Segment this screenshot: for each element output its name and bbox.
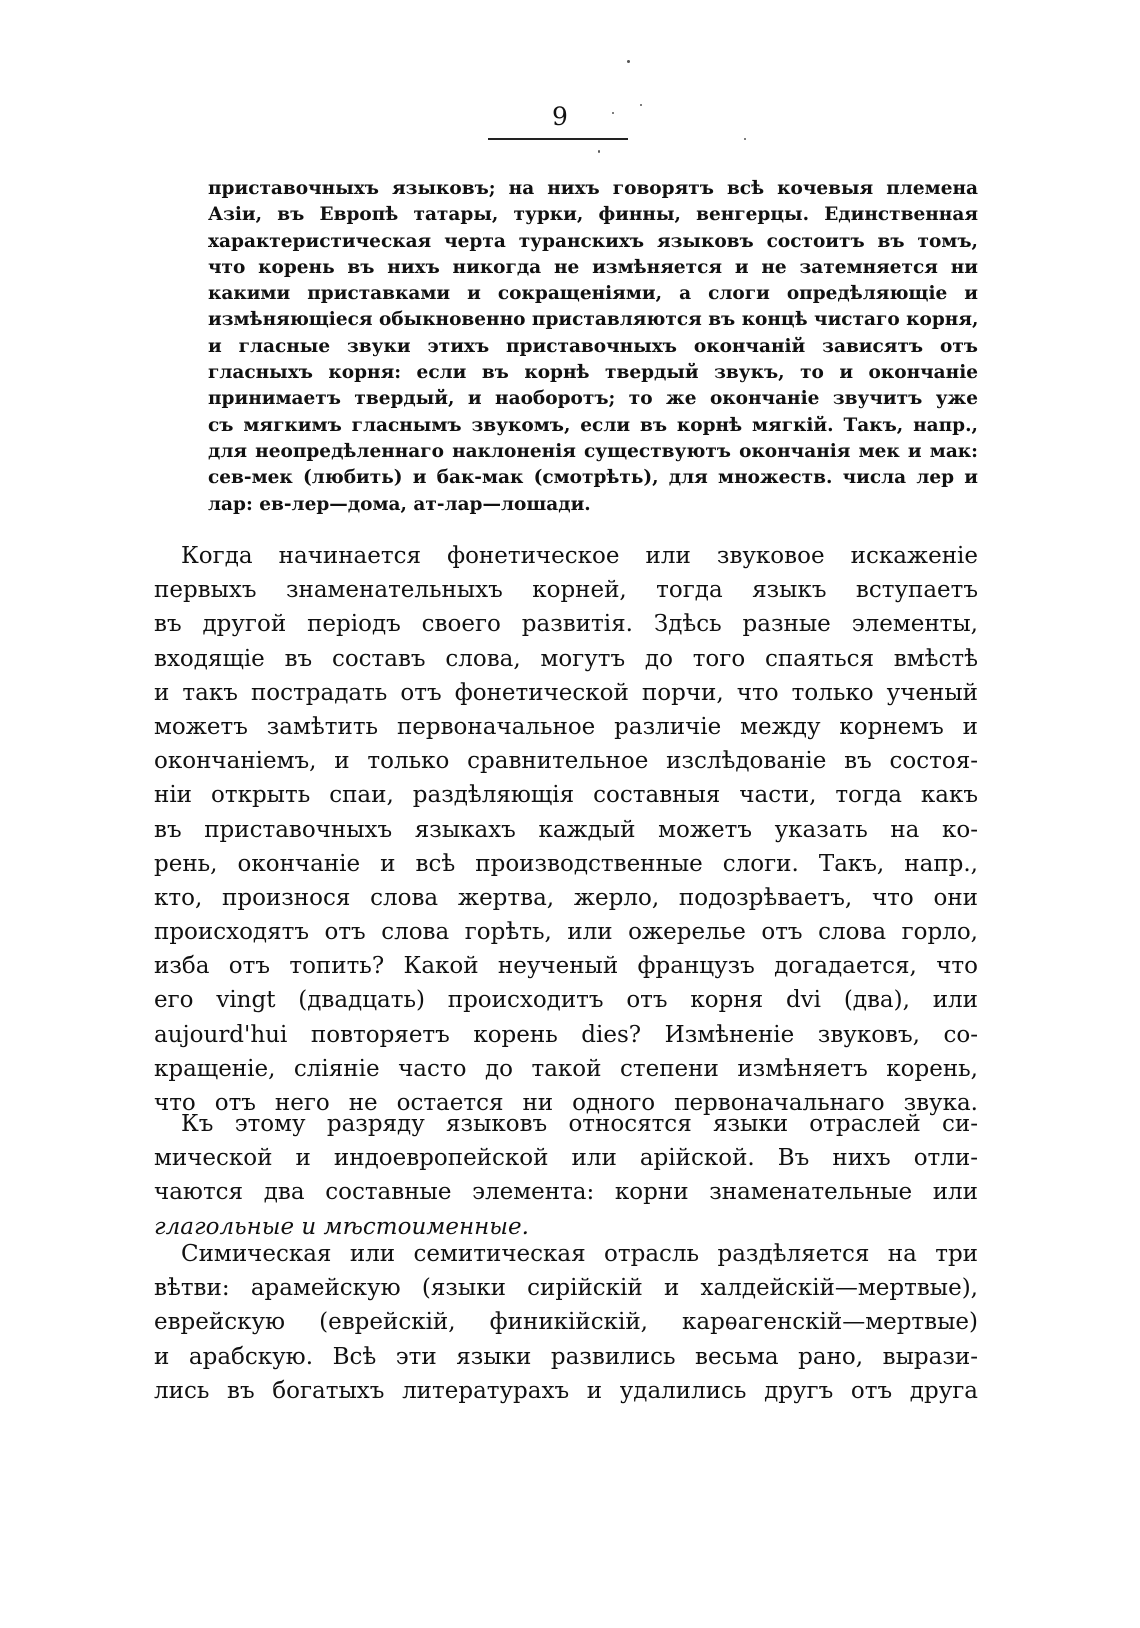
text-line: мической и индоевропейской или арійской. Въ нихъ отли- bbox=[154, 1145, 978, 1172]
text-line: лись въ богатыхъ литературахъ и удалились другъ отъ друга bbox=[154, 1377, 978, 1404]
text-line: Симическая или семитическая отрасль раздѣляется на три bbox=[181, 1241, 978, 1267]
scan-speck bbox=[598, 150, 600, 153]
text-line: съ мягкимъ гласнымъ звукомъ, если въ корнѣ мягкій. Такъ, напр., bbox=[208, 414, 978, 436]
text-line: приставочныхъ языковъ; на нихъ говорятъ всѣ кочевыя племена bbox=[208, 178, 978, 199]
text-line: изба отъ топить? Какой неученый французъ догадается, что bbox=[154, 953, 978, 980]
text-line: происходятъ отъ слова горѣть, или ожерелье отъ слова горло, bbox=[154, 919, 978, 946]
text-line: какими приставками и сокращеніями, а слоги опредѣляющіе и bbox=[208, 283, 978, 305]
text-line: въ приставочныхъ языкахъ каждый можетъ указать на ко- bbox=[154, 816, 978, 843]
text-line: кто, произнося слова жертва, жерло, подозрѣваетъ, что они bbox=[154, 884, 978, 911]
text-line: можетъ замѣтить первоначальное различіе между корнемъ и bbox=[154, 713, 978, 740]
text-line: рень, окончаніе и всѣ производственные слоги. Такъ, напр., bbox=[154, 850, 978, 877]
scan-speck bbox=[612, 112, 614, 114]
text-line: и гласные звуки этихъ приставочныхъ окончаній зависятъ отъ bbox=[208, 335, 978, 357]
text-line: первыхъ знаменательныхъ корней, тогда языкъ вступаетъ bbox=[154, 577, 978, 604]
text-line: ніи открыть спаи, раздѣляющія составныя части, тогда какъ bbox=[154, 782, 978, 809]
text-line: и арабскую. Всѣ эти языки развились весьма рано, вырази- bbox=[154, 1343, 978, 1370]
text-line: лар: ев-лер—дома, ат-лар—лошади. bbox=[208, 493, 591, 515]
header-rule bbox=[488, 138, 628, 140]
scan-speck bbox=[744, 138, 746, 140]
scan-speck bbox=[627, 60, 630, 63]
scan-speck bbox=[640, 104, 642, 106]
text-line: для неопредѣленнаго наклоненія существуютъ окончанія мек и мак: bbox=[208, 440, 978, 462]
text-line: еврейскую (еврейскій, финикійскій, карѳагенскій—мертвые) bbox=[154, 1309, 978, 1336]
text-line: гласныхъ корня: если въ корнѣ твердый звукъ, то и окончаніе bbox=[208, 362, 978, 384]
text-line: Когда начинается фонетическое или звуковое искаженіе bbox=[181, 543, 978, 569]
text-line: входящіе въ составъ слова, могутъ до того спаяться вмѣстѣ bbox=[154, 645, 978, 672]
text-line: измѣняющіеся обыкновенно приставляются въ концѣ чистаго корня, bbox=[208, 309, 979, 331]
text-line: что отъ него не остается ни одного первоначальнаго звука. bbox=[154, 1090, 978, 1116]
text-line: что корень въ нихъ никогда не измѣняется и не затемняется ни bbox=[208, 256, 978, 278]
text-line: Азіи, въ Европѣ татары, турки, финны, венгерцы. Единственная bbox=[208, 204, 978, 226]
text-line: aujourd'hui повторяетъ корень dies? Измѣненіе звуковъ, со- bbox=[154, 1021, 978, 1048]
text-line: и такъ пострадать отъ фонетической порчи, что только ученый bbox=[154, 679, 978, 706]
text-line: въ другой періодъ своего развитія. Здѣсь разные элементы, bbox=[154, 611, 978, 638]
text-line: окончаніемъ, и только сравнительное изслѣдованіе въ состоя- bbox=[154, 748, 978, 775]
text-line: вѣтви: арамейскую (языки сирійскій и халдейскій—мертвые), bbox=[154, 1275, 978, 1302]
text-line: характеристическая черта туранскихъ языковъ состоитъ въ томъ, bbox=[208, 230, 978, 252]
paragraph-3 bbox=[154, 1237, 978, 1408]
text-line: его vingt (двадцать) происходитъ отъ корня dvi (два), или bbox=[154, 987, 978, 1014]
text-line: принимаетъ твердый, и наоборотъ; то же окончаніе звучитъ уже bbox=[208, 388, 978, 410]
text-line: кращеніе, сліяніе часто до такой степени измѣняетъ корень, bbox=[154, 1055, 978, 1082]
text-line: глагольные и мѣстоименные. bbox=[154, 1213, 529, 1240]
text-line: сев-мек (любить) и бак-мак (смотрѣть), для множеств. числа лер и bbox=[208, 467, 978, 489]
page-number: 9 bbox=[552, 102, 568, 131]
paragraph-2 bbox=[154, 1107, 978, 1244]
small-print-block bbox=[208, 176, 978, 518]
text-line: чаются два составные элемента: корни знаменательные или bbox=[154, 1179, 978, 1206]
paragraph-1 bbox=[154, 539, 978, 1120]
text-line: Къ этому разряду языковъ относятся языки отраслей си- bbox=[181, 1111, 978, 1137]
